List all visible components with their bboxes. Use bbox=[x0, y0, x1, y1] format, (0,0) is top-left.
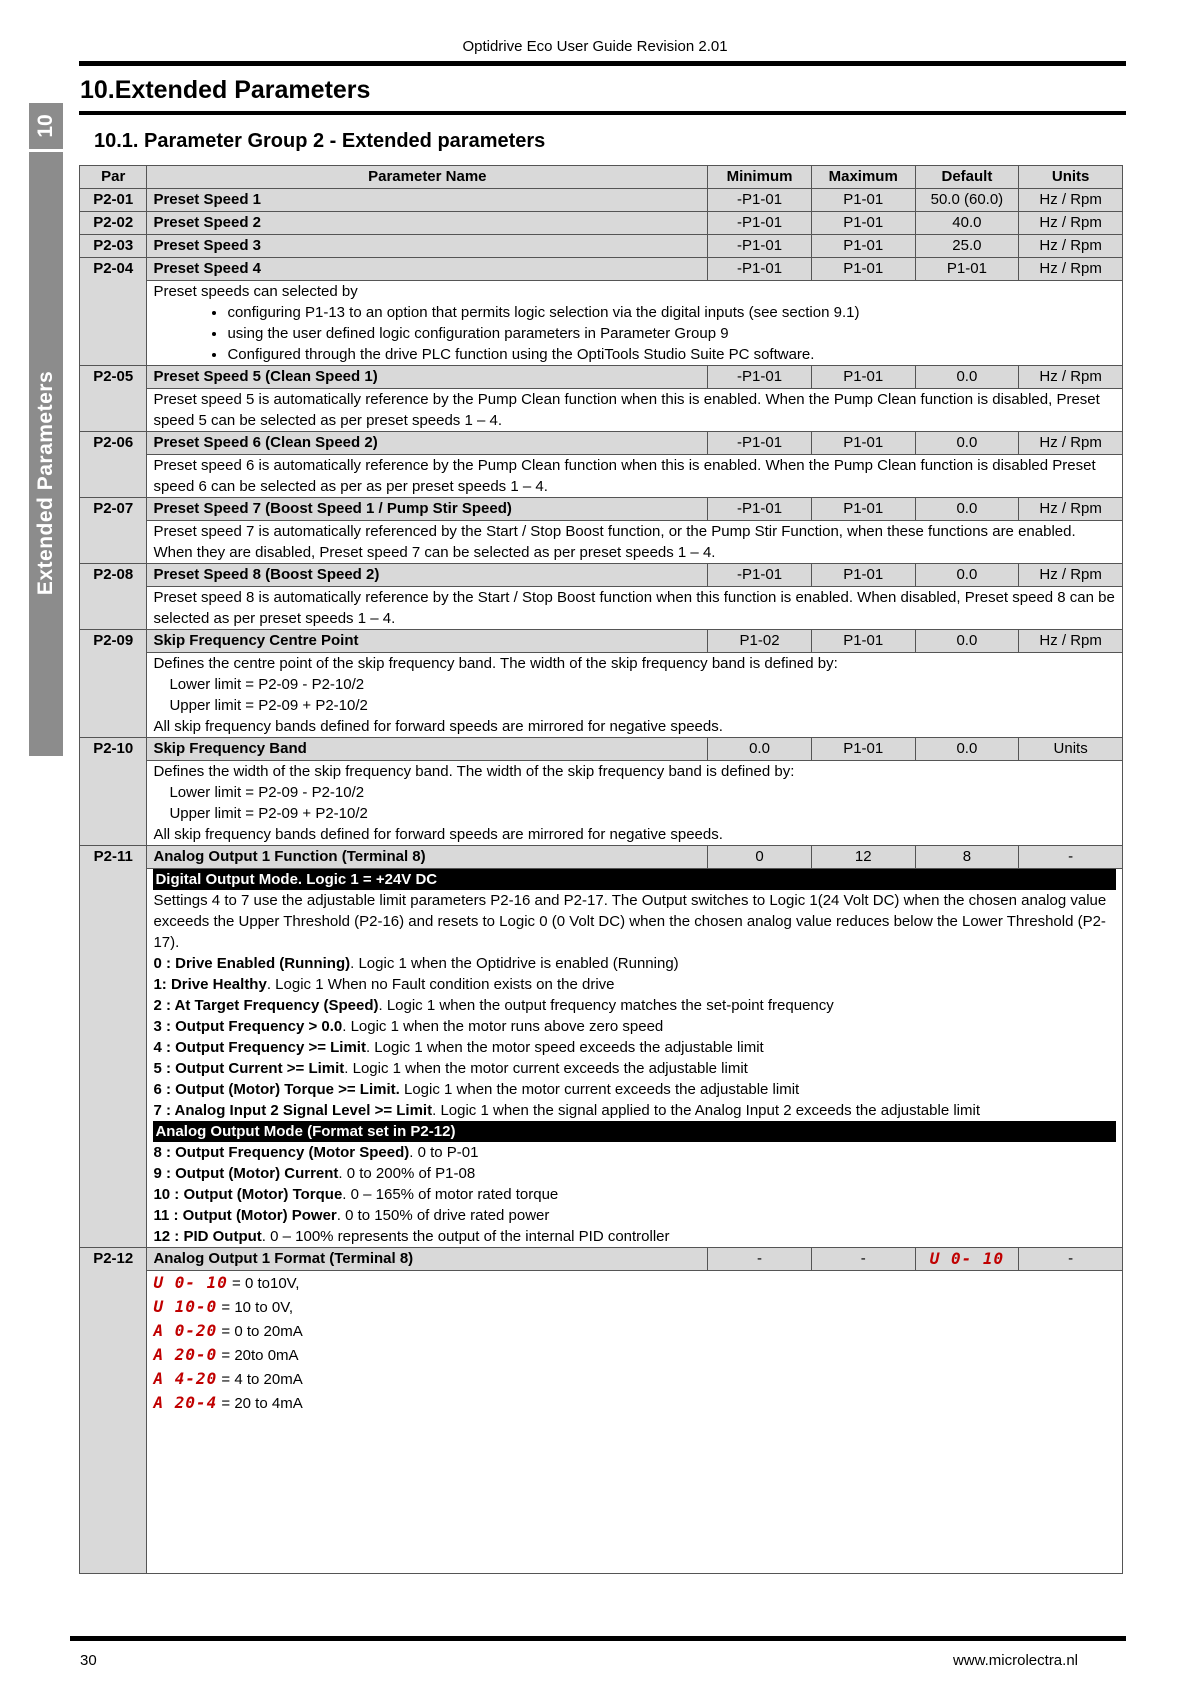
param-description: Preset speed 6 is automatically reference by the Pump Clean function when this is enabled. When the Pump Clean function is disabled Preset speed 6 can be selected as per as per preset speeds 1 – 4. bbox=[147, 455, 1123, 498]
list-item bbox=[153, 1319, 1116, 1343]
param-max: - bbox=[811, 1248, 915, 1271]
param-id: P2-05 bbox=[80, 366, 147, 432]
param-max: P1-01 bbox=[811, 366, 915, 389]
seven-segment-code: U 0- 10 bbox=[153, 1273, 228, 1292]
param-units: Hz / Rpm bbox=[1019, 498, 1123, 521]
param-name: Preset Speed 6 (Clean Speed 2) bbox=[147, 432, 708, 455]
param-default: 8 bbox=[915, 846, 1019, 869]
option-label: 2 : At Target Frequency (Speed) bbox=[153, 997, 379, 1014]
option-text: . 0 – 165% of motor rated torque bbox=[342, 1186, 559, 1203]
col-header-default: Default bbox=[915, 166, 1019, 189]
list-item bbox=[153, 953, 1116, 974]
seven-segment-code: A 4-20 bbox=[153, 1369, 218, 1388]
param-description-row bbox=[80, 1271, 1123, 1574]
param-description-row bbox=[80, 389, 1123, 432]
option-label: 5 : Output Current >= Limit bbox=[153, 1060, 345, 1077]
list-item: • using the user defined logic configuration parameters in Parameter Group 9 bbox=[227, 323, 1116, 344]
table-row bbox=[80, 235, 1123, 258]
seven-segment-code: U 0- 10 bbox=[929, 1249, 1005, 1268]
param-min: -P1-01 bbox=[708, 366, 812, 389]
param-name: Preset Speed 3 bbox=[147, 235, 708, 258]
param-description-row bbox=[80, 587, 1123, 630]
running-header: Optidrive Eco User Guide Revision 2.01 bbox=[462, 38, 728, 55]
table-header-row bbox=[80, 166, 1123, 189]
param-description bbox=[147, 281, 1123, 366]
param-description: Preset speed 7 is automatically referenced by the Start / Stop Boost function, or the Pump Stir Function, when these functions are enabled. When they are disabled, Preset speed 7 can be selected as per preset speeds 1 – 4. bbox=[147, 521, 1123, 564]
option-label: 11 : Output (Motor) Power bbox=[153, 1207, 337, 1224]
option-text: . Logic 1 when the output frequency matches the set-point frequency bbox=[378, 997, 834, 1014]
col-header-units: Units bbox=[1019, 166, 1123, 189]
list-item bbox=[153, 1367, 1116, 1391]
param-min: -P1-01 bbox=[708, 258, 812, 281]
param-id: P2-06 bbox=[80, 432, 147, 498]
param-default: 0.0 bbox=[915, 432, 1019, 455]
table-row bbox=[80, 432, 1123, 455]
list-item bbox=[153, 1184, 1116, 1205]
param-name: Skip Frequency Centre Point bbox=[147, 630, 708, 653]
table-row bbox=[80, 630, 1123, 653]
header-rule bbox=[79, 61, 1126, 66]
option-label: 6 : Output (Motor) Torque >= Limit. bbox=[153, 1081, 400, 1098]
param-units: Hz / Rpm bbox=[1019, 366, 1123, 389]
param-name: Analog Output 1 Format (Terminal 8) bbox=[147, 1248, 708, 1271]
param-units: Units bbox=[1019, 738, 1123, 761]
description-text: Settings 4 to 7 use the adjustable limit parameters P2-16 and P2-17. The Output switches to Logic 1(24 Volt DC) when the chosen analog value exceeds the Upper Threshold (P2-16) and resets to Logic 0 (0 Volt DC) when the chosen analog value reduces below the Lower Threshold (P2-17). bbox=[153, 892, 1107, 951]
param-min: P1-02 bbox=[708, 630, 812, 653]
table-row bbox=[80, 564, 1123, 587]
param-description bbox=[147, 653, 1123, 738]
analog-mode-banner: Analog Output Mode (Format set in P2-12) bbox=[153, 1121, 1116, 1142]
param-name: Analog Output 1 Function (Terminal 8) bbox=[147, 846, 708, 869]
format-text: = 20 to 4mA bbox=[217, 1395, 303, 1412]
param-default: 0.0 bbox=[915, 564, 1019, 587]
lower-limit-text: Lower limit = P2-09 - P2-10/2 bbox=[169, 784, 365, 801]
param-default: 25.0 bbox=[915, 235, 1019, 258]
param-id: P2-04 bbox=[80, 258, 147, 366]
col-header-name: Parameter Name bbox=[147, 166, 708, 189]
param-max: P1-01 bbox=[811, 212, 915, 235]
side-tab-number: 10 bbox=[34, 114, 57, 138]
param-max: P1-01 bbox=[811, 432, 915, 455]
param-min: -P1-01 bbox=[708, 432, 812, 455]
param-min: -P1-01 bbox=[708, 189, 812, 212]
option-label: 9 : Output (Motor) Current bbox=[153, 1165, 339, 1182]
param-id: P2-09 bbox=[80, 630, 147, 738]
description-text: Defines the centre point of the skip frequency band. The width of the skip frequency band is defined by: bbox=[153, 655, 838, 672]
param-min: -P1-01 bbox=[708, 498, 812, 521]
list-item bbox=[153, 1100, 1116, 1121]
option-label: 8 : Output Frequency (Motor Speed) bbox=[153, 1144, 410, 1161]
param-units: - bbox=[1019, 1248, 1123, 1271]
option-label: 4 : Output Frequency >= Limit bbox=[153, 1039, 366, 1056]
list-item bbox=[153, 1058, 1116, 1079]
table-row bbox=[80, 189, 1123, 212]
col-header-min: Minimum bbox=[708, 166, 812, 189]
param-units: Hz / Rpm bbox=[1019, 258, 1123, 281]
option-text: . Logic 1 When no Fault condition exists on the drive bbox=[266, 976, 615, 993]
list-item bbox=[153, 1163, 1116, 1184]
param-default: 0.0 bbox=[915, 366, 1019, 389]
list-item bbox=[153, 1037, 1116, 1058]
param-description-row bbox=[80, 281, 1123, 366]
digital-mode-banner: Digital Output Mode. Logic 1 = +24V DC bbox=[153, 869, 1116, 890]
param-description: Preset speed 8 is automatically reference by the Start / Stop Boost function when this function is enabled. When disabled, Preset speed 8 can be selected as per preset speeds 1 – 4. bbox=[147, 587, 1123, 630]
param-units: Hz / Rpm bbox=[1019, 212, 1123, 235]
list-item bbox=[153, 1205, 1116, 1226]
param-units: Hz / Rpm bbox=[1019, 189, 1123, 212]
side-tab-number-box bbox=[29, 103, 63, 152]
param-description-row bbox=[80, 761, 1123, 846]
option-text: . Logic 1 when the Optidrive is enabled (Running) bbox=[350, 955, 679, 972]
list-item bbox=[153, 974, 1116, 995]
seven-segment-code: A 20-0 bbox=[153, 1345, 218, 1364]
seven-segment-code: U 10-0 bbox=[153, 1297, 218, 1316]
list-item: • configuring P1-13 to an option that permits logic selection via the digital inputs (see section 9.1) bbox=[227, 302, 1116, 323]
col-header-par: Par bbox=[80, 166, 147, 189]
lower-limit-text: Lower limit = P2-09 - P2-10/2 bbox=[169, 676, 365, 693]
table-row bbox=[80, 258, 1123, 281]
table-row bbox=[80, 1248, 1123, 1271]
table-row bbox=[80, 846, 1123, 869]
param-description bbox=[147, 1271, 1123, 1574]
param-default: 0.0 bbox=[915, 738, 1019, 761]
side-tab-label: Extended Parameters bbox=[34, 370, 57, 596]
chapter-title: 10.Extended Parameters bbox=[80, 76, 371, 104]
list-item bbox=[153, 1295, 1116, 1319]
table-row bbox=[80, 738, 1123, 761]
param-units: Hz / Rpm bbox=[1019, 630, 1123, 653]
param-min: -P1-01 bbox=[708, 564, 812, 587]
table-row bbox=[80, 498, 1123, 521]
param-name: Preset Speed 8 (Boost Speed 2) bbox=[147, 564, 708, 587]
col-header-max: Maximum bbox=[811, 166, 915, 189]
side-tab bbox=[29, 103, 63, 756]
param-description-row bbox=[80, 869, 1123, 1248]
param-max: P1-01 bbox=[811, 738, 915, 761]
param-max: P1-01 bbox=[811, 189, 915, 212]
param-name: Skip Frequency Band bbox=[147, 738, 708, 761]
param-default: 0.0 bbox=[915, 630, 1019, 653]
param-id: P2-10 bbox=[80, 738, 147, 846]
param-id: P2-01 bbox=[80, 189, 147, 212]
chapter-rule bbox=[79, 111, 1126, 115]
param-description bbox=[147, 869, 1123, 1248]
param-id: P2-12 bbox=[80, 1248, 147, 1574]
list-item bbox=[153, 1343, 1116, 1367]
option-text: . 0 to 150% of drive rated power bbox=[336, 1207, 550, 1224]
option-text: . 0 – 100% represents the output of the internal PID controller bbox=[261, 1228, 670, 1245]
footer-rule bbox=[70, 1636, 1126, 1641]
list-item bbox=[153, 1226, 1116, 1247]
list-item bbox=[153, 1016, 1116, 1037]
param-min: - bbox=[708, 1248, 812, 1271]
option-label: 3 : Output Frequency > 0.0 bbox=[153, 1018, 343, 1035]
param-max: P1-01 bbox=[811, 498, 915, 521]
param-min: -P1-01 bbox=[708, 212, 812, 235]
param-description bbox=[147, 761, 1123, 846]
option-text: Logic 1 when the motor current exceeds the adjustable limit bbox=[399, 1081, 800, 1098]
format-text: = 20to 0mA bbox=[217, 1347, 299, 1364]
option-label: 12 : PID Output bbox=[153, 1228, 262, 1245]
param-name: Preset Speed 5 (Clean Speed 1) bbox=[147, 366, 708, 389]
list-item bbox=[153, 1391, 1116, 1415]
option-text: . Logic 1 when the motor current exceeds the adjustable limit bbox=[344, 1060, 748, 1077]
param-default: 0.0 bbox=[915, 498, 1019, 521]
param-id: P2-03 bbox=[80, 235, 147, 258]
upper-limit-text: Upper limit = P2-09 + P2-10/2 bbox=[169, 805, 368, 822]
param-id: P2-02 bbox=[80, 212, 147, 235]
param-units: Hz / Rpm bbox=[1019, 564, 1123, 587]
param-min: 0.0 bbox=[708, 738, 812, 761]
list-item: • Configured through the drive PLC function using the OptiTools Studio Suite PC software. bbox=[227, 344, 1116, 365]
param-min: 0 bbox=[708, 846, 812, 869]
param-units: Hz / Rpm bbox=[1019, 235, 1123, 258]
description-text: Preset speeds can selected by bbox=[153, 283, 358, 300]
param-max: 12 bbox=[811, 846, 915, 869]
param-default: P1-01 bbox=[915, 258, 1019, 281]
param-name: Preset Speed 7 (Boost Speed 1 / Pump Stir Speed) bbox=[147, 498, 708, 521]
param-description-row bbox=[80, 455, 1123, 498]
option-label: 7 : Analog Input 2 Signal Level >= Limit bbox=[153, 1102, 433, 1119]
param-default: 50.0 (60.0) bbox=[915, 189, 1019, 212]
param-id: P2-07 bbox=[80, 498, 147, 564]
description-text: Defines the width of the skip frequency band. The width of the skip frequency band is defined by: bbox=[153, 763, 795, 780]
option-text: . Logic 1 when the signal applied to the Analog Input 2 exceeds the adjustable limit bbox=[432, 1102, 980, 1119]
list-item bbox=[153, 1271, 1116, 1295]
param-name: Preset Speed 1 bbox=[147, 189, 708, 212]
param-default bbox=[915, 1248, 1019, 1271]
upper-limit-text: Upper limit = P2-09 + P2-10/2 bbox=[169, 697, 368, 714]
section-title: 10.1. Parameter Group 2 - Extended parameters bbox=[94, 130, 546, 152]
table-row bbox=[80, 212, 1123, 235]
option-text: . 0 to 200% of P1-08 bbox=[338, 1165, 476, 1182]
option-text: . 0 to P-01 bbox=[409, 1144, 479, 1161]
list-item bbox=[153, 1142, 1116, 1163]
param-units: - bbox=[1019, 846, 1123, 869]
param-default: 40.0 bbox=[915, 212, 1019, 235]
seven-segment-code: A 20-4 bbox=[153, 1393, 218, 1412]
param-id: P2-11 bbox=[80, 846, 147, 1248]
param-max: P1-01 bbox=[811, 258, 915, 281]
format-text: = 0 to 20mA bbox=[217, 1323, 303, 1340]
option-text: . Logic 1 when the motor speed exceeds the adjustable limit bbox=[365, 1039, 764, 1056]
format-text: = 10 to 0V, bbox=[217, 1299, 293, 1316]
param-name: Preset Speed 4 bbox=[147, 258, 708, 281]
param-description: Preset speed 5 is automatically reference by the Pump Clean function when this is enabled. When the Pump Clean function is disabled, Preset speed 5 can be selected as per preset speeds 1 – 4. bbox=[147, 389, 1123, 432]
format-text: = 0 to10V, bbox=[227, 1275, 300, 1292]
param-max: P1-01 bbox=[811, 564, 915, 587]
param-max: P1-01 bbox=[811, 235, 915, 258]
option-label: 0 : Drive Enabled (Running) bbox=[153, 955, 351, 972]
option-label: 10 : Output (Motor) Torque bbox=[153, 1186, 343, 1203]
param-min: -P1-01 bbox=[708, 235, 812, 258]
format-text: = 4 to 20mA bbox=[217, 1371, 303, 1388]
parameter-table bbox=[79, 165, 1123, 1574]
param-description-row bbox=[80, 521, 1123, 564]
option-text: . Logic 1 when the motor runs above zero speed bbox=[342, 1018, 664, 1035]
list-item bbox=[153, 1079, 1116, 1100]
option-label: 1: Drive Healthy bbox=[153, 976, 267, 993]
bullet-list bbox=[153, 302, 1116, 365]
list-item bbox=[153, 995, 1116, 1016]
footer-url: www.microlectra.nl bbox=[952, 1652, 1078, 1669]
seven-segment-code: A 0-20 bbox=[153, 1321, 218, 1340]
table-row bbox=[80, 366, 1123, 389]
param-description-row bbox=[80, 653, 1123, 738]
param-name: Preset Speed 2 bbox=[147, 212, 708, 235]
param-units: Hz / Rpm bbox=[1019, 432, 1123, 455]
description-text: All skip frequency bands defined for forward speeds are mirrored for negative speeds. bbox=[153, 718, 723, 735]
page-number: 30 bbox=[80, 1652, 97, 1669]
param-id: P2-08 bbox=[80, 564, 147, 630]
description-text: All skip frequency bands defined for forward speeds are mirrored for negative speeds. bbox=[153, 826, 723, 843]
param-max: P1-01 bbox=[811, 630, 915, 653]
